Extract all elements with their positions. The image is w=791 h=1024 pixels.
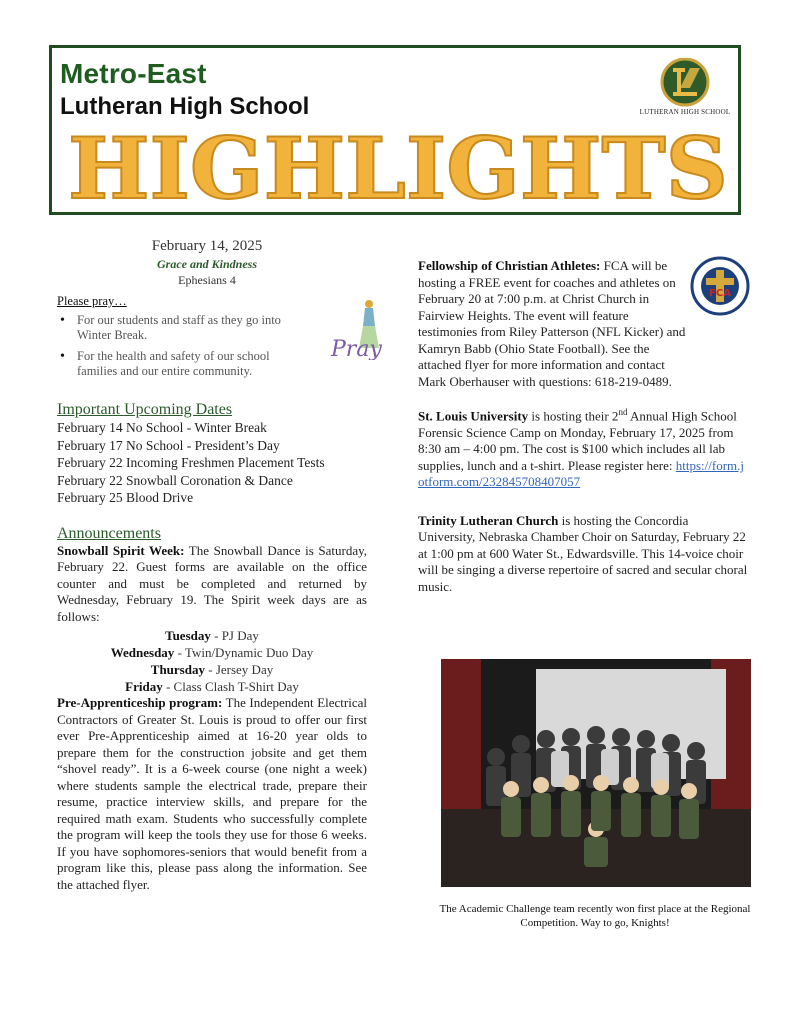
spirit-day: Tuesday (165, 628, 211, 643)
date-item: February 22 Incoming Freshmen Placement Tests (57, 455, 325, 470)
spirit-theme: - PJ Day (210, 628, 259, 643)
dates-list (57, 419, 367, 507)
spirit-day: Wednesday (110, 645, 175, 660)
school-logo (635, 58, 735, 120)
trinity-text: is hosting the Concordia University, Nebraska Chamber Choir on Saturday, February 22 at 1:00 pm at 600 Water St., Edwardsville. This 14-voice choir will be singing a diverse repertoire of sacred and secular choral music. (418, 512, 748, 594)
snowball-text: The Snowball Dance is Saturday, February 22. Guest forms are available on the office counter and must be completed and returned by Wednesday, February 19. The Spirit week days are as follows: (57, 542, 368, 624)
left-column (57, 238, 382, 893)
school-logo-icon (635, 58, 735, 108)
spirit-day-row (57, 678, 367, 695)
spirit-day-row (57, 627, 367, 644)
spirit-theme: - Class Clash T-Shirt Day (162, 679, 299, 694)
fca-label: Fellowship of Christian Athletes: (418, 258, 601, 273)
prayer-item: • For our students and staff as they go into Winter Break. (57, 313, 307, 343)
dates-heading: Important Upcoming Dates (57, 401, 233, 418)
issue-theme: Grace and Kindness (156, 257, 257, 271)
date-item: February 14 No School - Winter Break (57, 420, 267, 435)
spirit-day-row (57, 644, 367, 661)
fca-logo-icon (690, 256, 750, 316)
prayer-item: • For the health and safety of our school families and our entire community. (57, 349, 307, 379)
photo-caption: The Academic Challenge team recently won first place at the Regional Competition. Way to go, Knights! (439, 903, 751, 929)
pray-word: Pray (331, 337, 382, 360)
right-column (418, 258, 748, 595)
prayer-list (57, 313, 307, 379)
slu-text-2: Annual High School Forensic Science Camp on Monday, February 17, 2025 from 8:30 am – 4:00 pm. The cost is $100 which includes all lab supplies, lunch and a t-shirt. Please register here: (418, 408, 737, 473)
issue-verse: Ephesians 4 (178, 273, 236, 287)
slu-register-link[interactable]: https://form.jotform.com/232845708407057 (418, 457, 745, 490)
slu-paragraph (418, 404, 748, 491)
date-item: February 25 Blood Drive (57, 490, 194, 505)
spirit-day: Thursday (150, 662, 205, 677)
slu-text-1: is hosting their 2 (528, 408, 619, 424)
team-photo-image (441, 659, 751, 887)
highlights-banner (62, 120, 734, 210)
team-photo (441, 659, 751, 887)
preapprenticeship-paragraph (57, 695, 367, 893)
school-name-line2: Lutheran High School (60, 93, 310, 120)
spirit-theme: - Jersey Day (204, 662, 274, 677)
masthead (49, 45, 741, 215)
date-item: February 17 No School - President’s Day (57, 437, 280, 453)
highlights-banner-text: HIGHLIGHTS (68, 120, 728, 210)
issue-date: February 14, 2025 (151, 238, 263, 254)
slu-sup: nd (618, 407, 628, 417)
logo-caption: LUTHERAN HIGH SCHOOL (639, 108, 731, 116)
fca-logo-text: FCA (709, 288, 731, 299)
trinity-label: Trinity Lutheran Church (418, 512, 559, 528)
spirit-days (57, 627, 367, 695)
issue-header (57, 238, 357, 288)
spirit-day-row (57, 661, 367, 678)
preapp-label: Pre-Apprenticeship program: (57, 695, 223, 710)
date-item: February 22 Snowball Coronation & Dance (57, 472, 293, 488)
snowball-label: Snowball Spirit Week: (57, 542, 185, 558)
slu-label: St. Louis University (418, 408, 529, 424)
snowball-paragraph (57, 543, 367, 626)
preapp-text: The Independent Electrical Contractors of Greater St. Louis is proud to offer our first ever Pre-Apprenticeship aimed at 16-20 year olds to prepare them for the construction jobsite and get them “shovel ready”. It is a 6-week course (one night a week) where students sample the electrical trade, prepare their resume, practice interview skills, and prepare for the required math exam. Students who successfully complete the program will keep the tools they use for those 6 weeks. If you have sophomores-seniors that would benefit from a program like this, please pass along the information. See the attached flyer. (57, 695, 368, 892)
spirit-theme: - Twin/Dynamic Duo Day (174, 645, 314, 660)
trinity-paragraph (418, 513, 748, 596)
pray-illustration (325, 296, 385, 360)
spirit-day: Friday (125, 679, 163, 694)
announcements-heading: Announcements (57, 524, 161, 542)
school-name-line1: Metro-East (60, 58, 207, 89)
fca-text: FCA will be hosting a FREE event for coaches and athletes on February 20 at 7:00 p.m. at Christ Church in Fairview Heights. The event will feature testimonies from Riley Patterson (NFL Kicker) and Kamryn Babb (Ohio State Football). See the attached flyer for more information and contact Mark Oberhauser with questions: 618-219-0489. (418, 258, 686, 389)
prayer-heading: Please pray… (57, 294, 127, 308)
